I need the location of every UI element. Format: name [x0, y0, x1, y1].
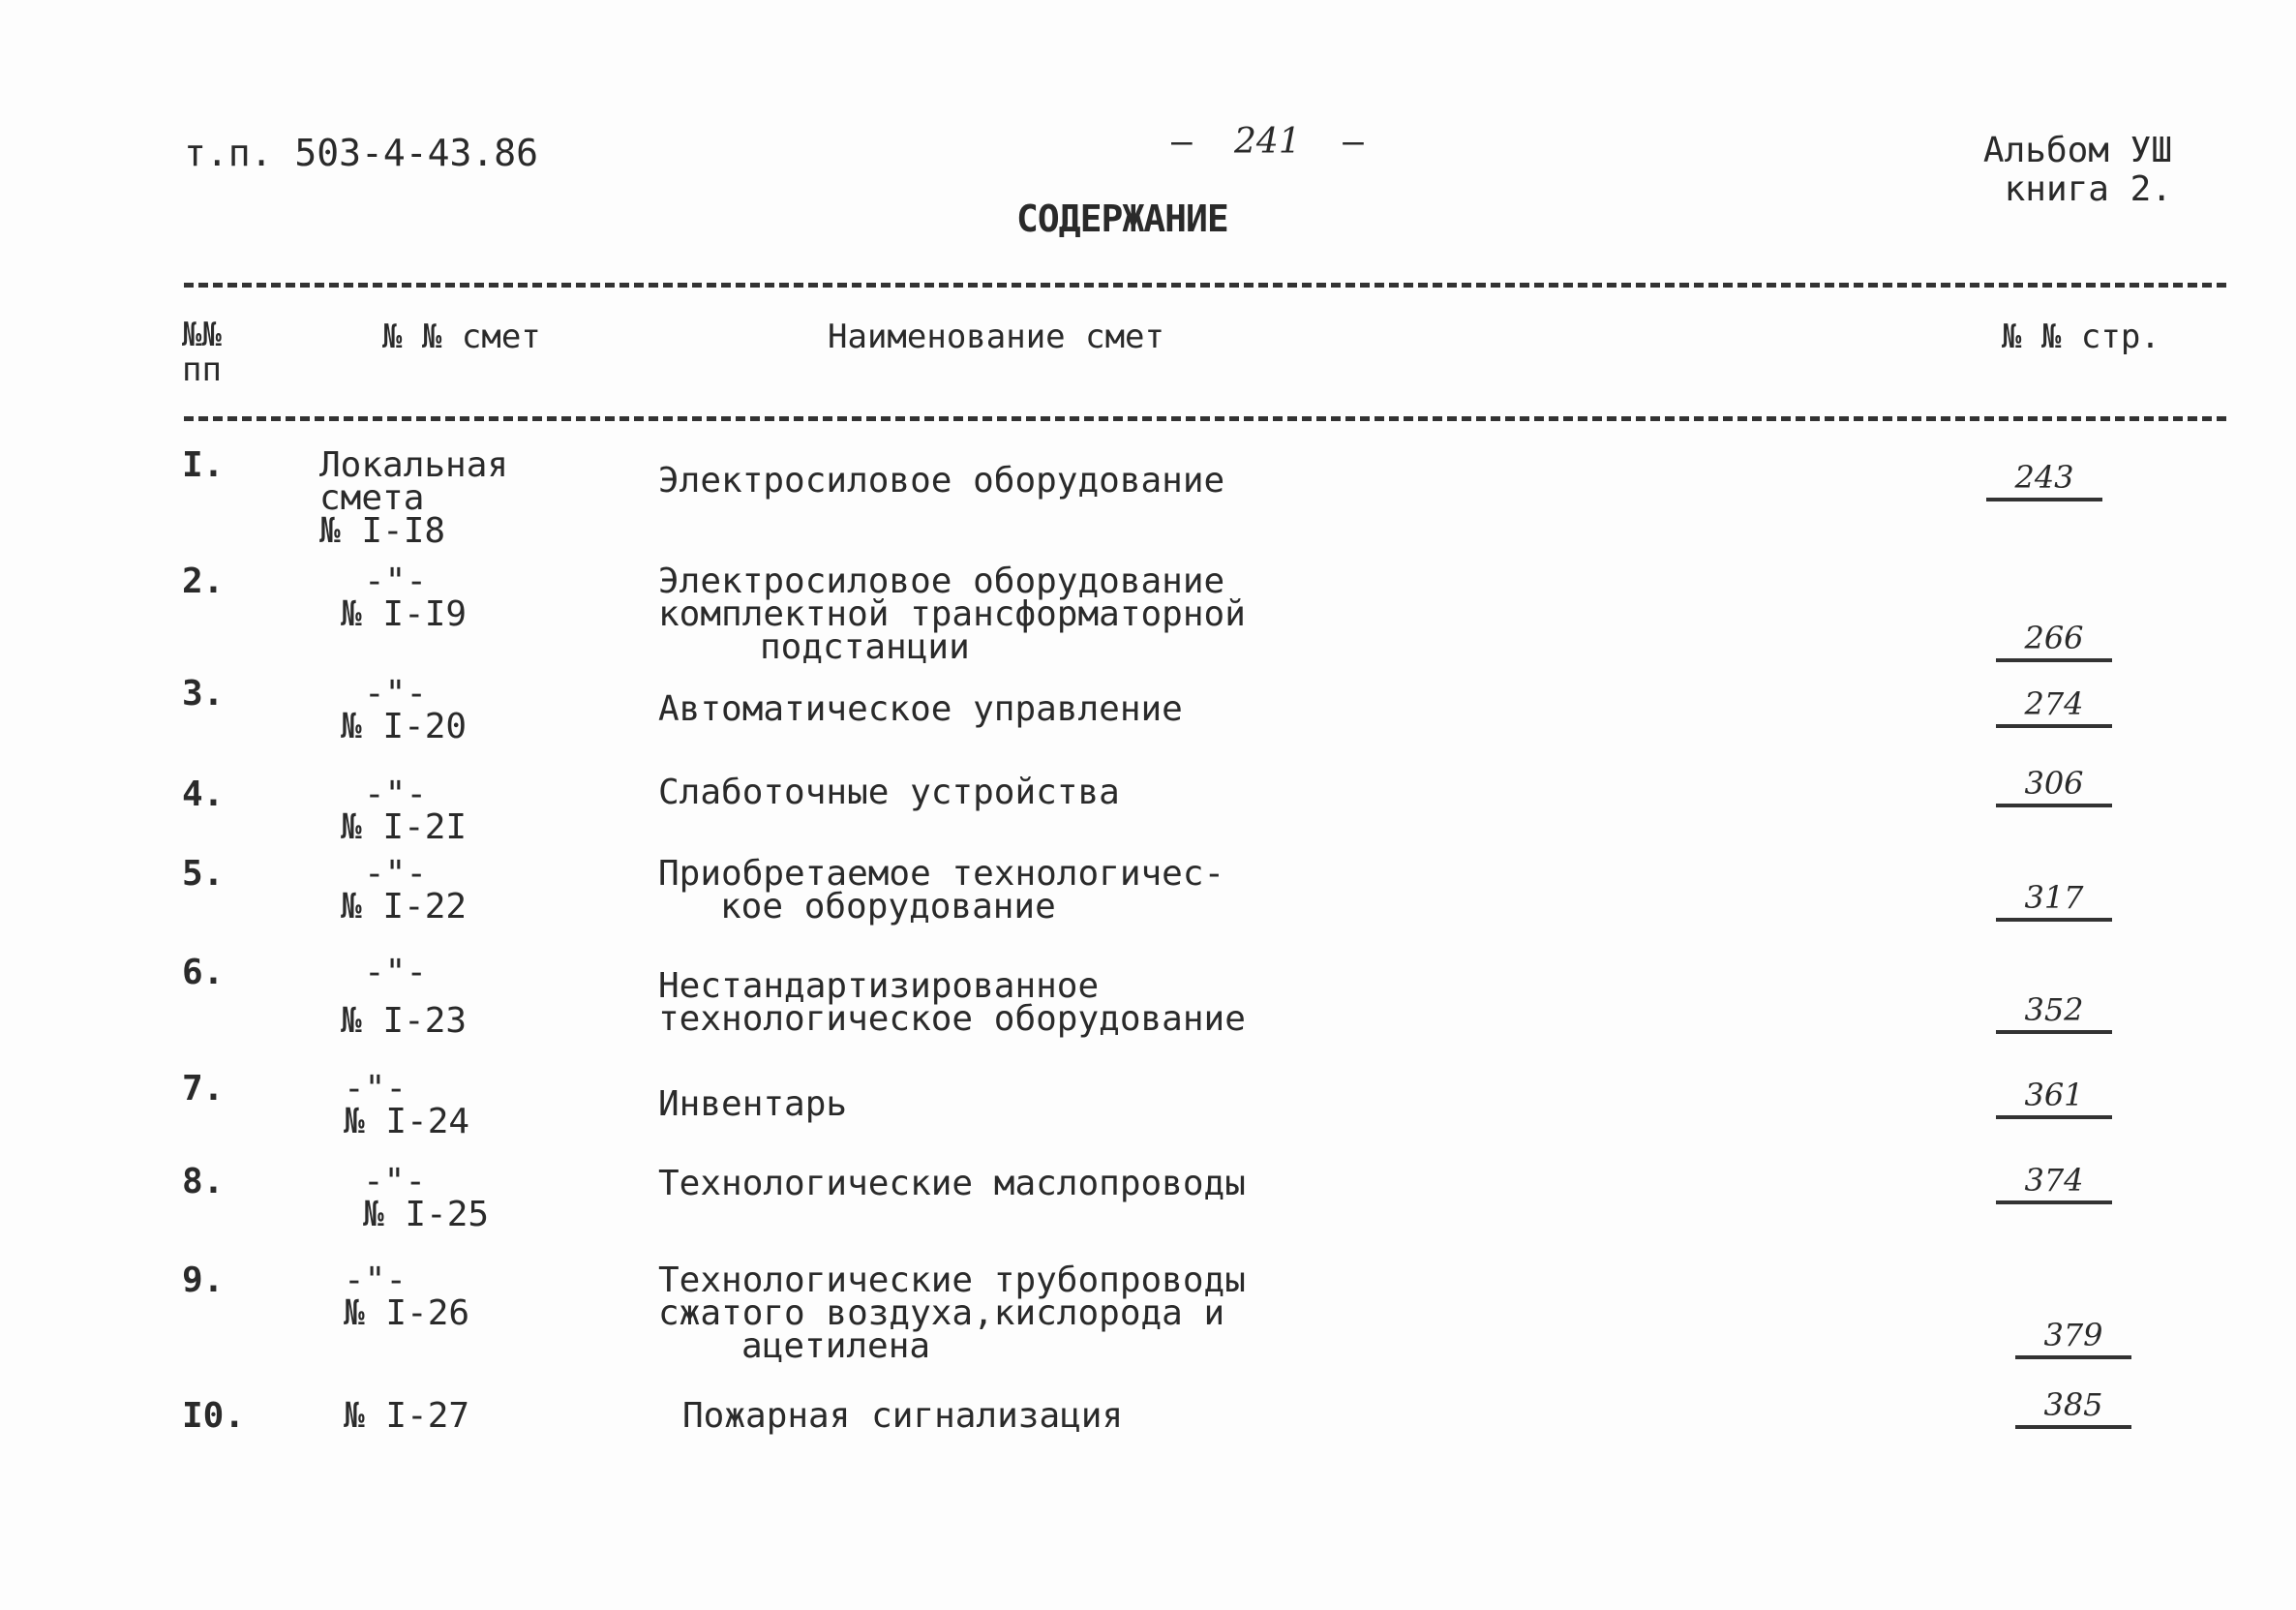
page-number-value: 241 — [1234, 122, 1301, 162]
column-header-num-line1: №№ — [182, 316, 222, 354]
row-estimate — [341, 854, 468, 927]
row-name — [682, 1396, 1124, 1436]
book-label: книга 2. — [2004, 169, 2172, 209]
row-estimate — [363, 1162, 490, 1234]
estimate-line: № I-20 — [341, 707, 468, 746]
album-label: Альбом УШ — [1982, 131, 2172, 170]
row-page: 361 — [1996, 1077, 2112, 1119]
row-page: 374 — [1996, 1162, 2112, 1204]
estimate-line: № I-I8 — [319, 511, 446, 551]
album-info — [1983, 132, 2172, 209]
name-line: ацетилена — [741, 1326, 931, 1366]
estimate-line: смета — [319, 478, 425, 518]
estimate-line: Локальная — [319, 445, 509, 485]
name-line: кое оборудование — [720, 887, 1056, 927]
row-num: 2. — [182, 562, 225, 601]
name-line: Пожарная сигнализация — [682, 1396, 1124, 1436]
estimate-line: № I-23 — [341, 1001, 468, 1041]
name-line: Электросиловое оборудование — [658, 461, 1225, 501]
row-page: 266 — [1996, 620, 2112, 662]
name-line: Инвентарь — [658, 1084, 848, 1124]
row-page: 379 — [2015, 1317, 2131, 1359]
row-num: 5. — [182, 854, 225, 894]
row-name — [658, 689, 1183, 729]
name-line: сжатого воздуха,кислорода и — [658, 1293, 1225, 1333]
column-header-num-line2: пп — [182, 350, 222, 389]
row-estimate — [341, 674, 468, 746]
estimate-line: № I-2I — [341, 807, 468, 847]
row-name — [658, 773, 1120, 812]
row-page: 385 — [2015, 1386, 2131, 1429]
page-title: СОДЕРЖАНИЕ — [1016, 197, 1228, 240]
row-num: 7. — [182, 1069, 225, 1109]
row-estimate — [341, 775, 468, 847]
estimate-line: -"- — [363, 1162, 427, 1201]
name-line: Приобретаемое технологичес- — [658, 854, 1225, 894]
estimate-line: -"- — [364, 562, 428, 601]
row-estimate — [341, 562, 468, 634]
divider-top — [184, 283, 2226, 288]
row-name — [658, 562, 1246, 667]
column-header-estimate: № № смет — [382, 318, 541, 356]
row-estimate — [319, 445, 509, 551]
estimate-line: -"- — [364, 854, 428, 894]
estimate-line: № I-26 — [344, 1293, 470, 1333]
row-estimate — [344, 1396, 470, 1436]
estimate-line: № I-27 — [344, 1396, 470, 1436]
row-num: I0. — [182, 1396, 246, 1436]
row-estimate — [341, 953, 468, 1041]
name-line: подстанции — [760, 627, 970, 667]
name-line: комплектной трансформаторной — [658, 594, 1246, 634]
row-page: 317 — [1996, 879, 2112, 922]
row-num: 6. — [182, 953, 225, 992]
divider-header — [184, 416, 2226, 421]
estimate-line: № I-25 — [363, 1195, 490, 1234]
estimate-line: № I-24 — [344, 1102, 470, 1141]
row-page: 306 — [1996, 765, 2112, 807]
column-header-num — [182, 318, 222, 387]
row-estimate — [344, 1261, 470, 1333]
estimate-line: -"- — [344, 1069, 408, 1109]
estimate-line: № I-I9 — [341, 594, 468, 634]
name-line: Технологические трубопроводы — [658, 1261, 1246, 1300]
row-name — [658, 1164, 1246, 1203]
row-num: 9. — [182, 1261, 225, 1300]
document-code: т.п. 503-4-43.86 — [184, 132, 539, 174]
name-line: Нестандартизированное — [658, 966, 1100, 1006]
row-page: 274 — [1996, 685, 2112, 728]
row-name — [658, 1084, 848, 1124]
name-line: Автоматическое управление — [658, 689, 1183, 729]
estimate-line: № I-22 — [341, 887, 468, 927]
row-name — [658, 461, 1225, 501]
name-line: технологическое оборудование — [658, 999, 1246, 1039]
estimate-line: -"- — [364, 775, 428, 814]
column-header-name: Наименование смет — [828, 318, 1164, 356]
row-num: 4. — [182, 775, 225, 814]
row-num: 8. — [182, 1162, 225, 1201]
row-num: I. — [182, 445, 225, 485]
name-line: Технологические маслопроводы — [658, 1164, 1246, 1203]
estimate-line: -"- — [364, 953, 428, 992]
estimate-line: -"- — [344, 1261, 408, 1300]
row-estimate — [344, 1069, 470, 1141]
estimate-line: -"- — [364, 674, 428, 714]
page-number: – 241 – — [1171, 122, 1364, 162]
name-line: Электросиловое оборудование — [658, 562, 1225, 601]
column-header-page: № № стр. — [2002, 318, 2160, 356]
row-name — [658, 966, 1246, 1039]
row-name — [658, 854, 1225, 927]
row-num: 3. — [182, 674, 225, 714]
row-name — [658, 1261, 1246, 1366]
row-page: 243 — [1986, 459, 2102, 501]
name-line: Слаботочные устройства — [658, 773, 1120, 812]
row-page: 352 — [1996, 991, 2112, 1034]
